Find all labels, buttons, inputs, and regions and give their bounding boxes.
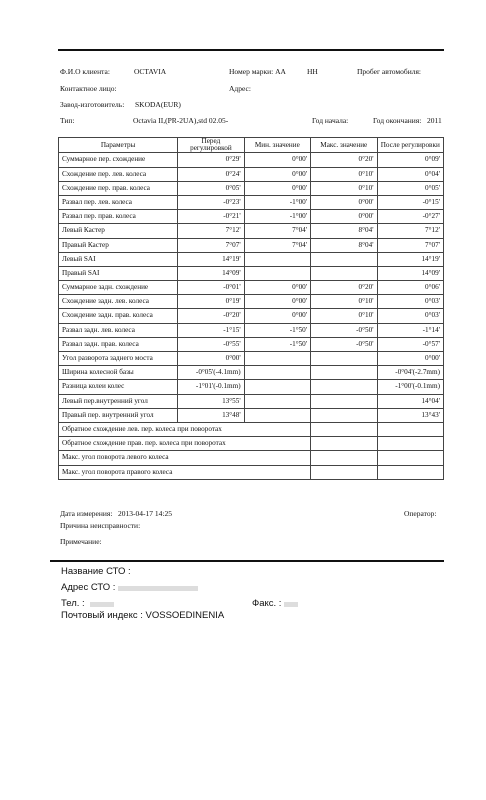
- max-value-cell: -0°50': [311, 323, 377, 337]
- table-row: [59, 394, 444, 408]
- param-name-cell: Схождение задн. лев. колеса: [59, 295, 178, 309]
- param-name-cell: Суммарное пер. схождение: [59, 153, 178, 167]
- after-value-cell: [377, 465, 444, 479]
- year-end-value: 2011: [427, 116, 442, 125]
- param-name-cell: Макс. угол поворота правого колеса: [59, 465, 311, 479]
- phone-label: Тел. :: [61, 598, 85, 609]
- max-value-cell: [311, 437, 377, 451]
- max-value-cell: [311, 394, 377, 408]
- before-value-cell: -0°20': [178, 309, 244, 323]
- max-value-cell: 8°04': [311, 238, 377, 252]
- note-label: Примечание:: [60, 537, 102, 546]
- param-name-cell: Развал пер. лев. колеса: [59, 195, 178, 209]
- param-name-cell: Макс. угол поворота левого колеса: [59, 451, 311, 465]
- table-row: [59, 437, 444, 451]
- col-min: Мин. значение: [244, 138, 310, 153]
- min-value-cell: -1°50': [244, 337, 310, 351]
- max-value-cell: [311, 252, 377, 266]
- before-value-cell: 13°55': [178, 394, 244, 408]
- param-name-cell: Левый Кастер: [59, 224, 178, 238]
- min-value-cell: -1°50': [244, 323, 310, 337]
- table-row: [59, 295, 444, 309]
- max-value-cell: -0°50': [311, 337, 377, 351]
- col-max: Макс. значение: [311, 138, 377, 153]
- manufacturer-label: Завод-изготовитель:: [60, 100, 125, 109]
- after-value-cell: -0°15': [377, 195, 444, 209]
- min-value-cell: 7°04': [244, 224, 310, 238]
- table-row: [59, 323, 444, 337]
- table-header-row: [59, 138, 444, 153]
- alignment-table: [58, 137, 444, 480]
- before-value-cell: -1°15': [178, 323, 244, 337]
- max-value-cell: [311, 408, 377, 422]
- param-name-cell: Правый Кастер: [59, 238, 178, 252]
- min-value-cell: 0°00': [244, 181, 310, 195]
- max-value-cell: 0°10': [311, 295, 377, 309]
- param-name-cell: Правый пер. внутренний угол: [59, 408, 178, 422]
- after-value-cell: 14°09': [377, 266, 444, 280]
- param-name-cell: Разница колеи колес: [59, 380, 178, 394]
- date-value: 2013-04-17 14:25: [118, 509, 172, 518]
- min-value-cell: 7°04': [244, 238, 310, 252]
- before-value-cell: -0°05'(-4.1mm): [178, 366, 244, 380]
- before-value-cell: 7°12': [178, 224, 244, 238]
- param-name-cell: Правый SAI: [59, 266, 178, 280]
- table-row: [59, 153, 444, 167]
- max-value-cell: 0°10': [311, 181, 377, 195]
- max-value-cell: [311, 422, 377, 436]
- table-row: [59, 167, 444, 181]
- table-row: [59, 465, 444, 479]
- bottom-rule: [50, 560, 444, 562]
- param-name-cell: Развал задн. лев. колеса: [59, 323, 178, 337]
- after-value-cell: 14°19': [377, 252, 444, 266]
- table-row: [59, 252, 444, 266]
- min-value-cell: [244, 408, 310, 422]
- param-name-cell: Обратное схождение лев. пер. колеса при поворотах: [59, 422, 311, 436]
- manufacturer-value: SKODA(EUR): [135, 100, 181, 109]
- before-value-cell: -0°23': [178, 195, 244, 209]
- type-label: Тип:: [60, 116, 75, 125]
- min-value-cell: 0°00': [244, 309, 310, 323]
- after-value-cell: 0°00': [377, 352, 444, 366]
- after-value-cell: -1°00'(-0.1mm): [377, 380, 444, 394]
- table-row: [59, 408, 444, 422]
- after-value-cell: 7°07': [377, 238, 444, 252]
- year-end-label: Год окончания:: [373, 116, 422, 125]
- table-row: [59, 181, 444, 195]
- after-value-cell: -0°04'(-2.7mm): [377, 366, 444, 380]
- before-value-cell: 0°05': [178, 181, 244, 195]
- max-value-cell: [311, 465, 377, 479]
- min-value-cell: -1°00': [244, 210, 310, 224]
- top-rule: [58, 49, 444, 51]
- param-name-cell: Развал пер. прав. колеса: [59, 210, 178, 224]
- max-value-cell: 8°04': [311, 224, 377, 238]
- before-value-cell: -0°01': [178, 281, 244, 295]
- min-value-cell: [244, 266, 310, 280]
- max-value-cell: 0°20': [311, 281, 377, 295]
- before-value-cell: 0°24': [178, 167, 244, 181]
- param-name-cell: Схождение пер. лев. колеса: [59, 167, 178, 181]
- min-value-cell: [244, 380, 310, 394]
- max-value-cell: [311, 366, 377, 380]
- table-row: [59, 366, 444, 380]
- sto-address-label: Адрес СТО :: [61, 582, 116, 593]
- before-value-cell: 14°09': [178, 266, 244, 280]
- after-value-cell: 0°05': [377, 181, 444, 195]
- before-value-cell: -0°55': [178, 337, 244, 351]
- client-label: Ф.И.О клиента:: [60, 67, 110, 76]
- date-label: Дата измерения:: [60, 509, 113, 518]
- table-body: [59, 153, 444, 479]
- table-row: [59, 238, 444, 252]
- min-value-cell: 0°00': [244, 295, 310, 309]
- before-value-cell: -0°21': [178, 210, 244, 224]
- min-value-cell: [244, 394, 310, 408]
- before-value-cell: 0°19': [178, 295, 244, 309]
- after-value-cell: -0°57': [377, 337, 444, 351]
- before-value-cell: 13°48': [178, 408, 244, 422]
- before-value-cell: 0°00': [178, 352, 244, 366]
- table-row: [59, 352, 444, 366]
- min-value-cell: [244, 366, 310, 380]
- max-value-cell: 0°10': [311, 309, 377, 323]
- max-value-cell: [311, 380, 377, 394]
- min-value-cell: [244, 352, 310, 366]
- contact-label: Контактное лицо:: [60, 84, 117, 93]
- param-name-cell: Схождение задн. прав. колеса: [59, 309, 178, 323]
- max-value-cell: [311, 451, 377, 465]
- param-name-cell: Левый SAI: [59, 252, 178, 266]
- before-value-cell: 0°29': [178, 153, 244, 167]
- param-name-cell: Угол разворота заднего моста: [59, 352, 178, 366]
- plate-value: НН: [307, 67, 318, 76]
- min-value-cell: 0°00': [244, 167, 310, 181]
- after-value-cell: 0°03': [377, 295, 444, 309]
- operator-label: Оператор:: [404, 509, 437, 518]
- before-value-cell: 7°07': [178, 238, 244, 252]
- param-name-cell: Схождение пер. прав. колеса: [59, 181, 178, 195]
- after-value-cell: 0°09': [377, 153, 444, 167]
- table-row: [59, 210, 444, 224]
- mileage-label: Пробег автомобиля:: [357, 67, 421, 76]
- redacted-phone: [90, 602, 114, 607]
- table-row: [59, 337, 444, 351]
- col-params: Параметры: [59, 138, 178, 153]
- after-value-cell: [377, 422, 444, 436]
- param-name-cell: Обратное схождение прав. пер. колеса при поворотах: [59, 437, 311, 451]
- table-row: [59, 195, 444, 209]
- after-value-cell: 7°12': [377, 224, 444, 238]
- param-name-cell: Развал задн. прав. колеса: [59, 337, 178, 351]
- min-value-cell: -1°00': [244, 195, 310, 209]
- param-name-cell: Ширина колесной базы: [59, 366, 178, 380]
- max-value-cell: 0°00': [311, 210, 377, 224]
- reason-label: Причина неисправности:: [60, 521, 141, 530]
- client-value: OCTAVIA: [134, 67, 167, 76]
- after-value-cell: [377, 437, 444, 451]
- table-row: [59, 422, 444, 436]
- plate-label: Номер марки: АА: [229, 67, 286, 76]
- after-value-cell: 13°43': [377, 408, 444, 422]
- table-row: [59, 266, 444, 280]
- max-value-cell: 0°20': [311, 153, 377, 167]
- fax-label: Факс. :: [252, 598, 282, 609]
- sto-name-label: Название СТО :: [61, 566, 131, 577]
- redacted-address: [118, 586, 198, 591]
- type-value: Octavia II,(PR-2UA),std 02.05-: [133, 116, 229, 125]
- year-start-label: Год начала:: [312, 116, 349, 125]
- after-value-cell: [377, 451, 444, 465]
- postal-label: Почтовый индекс : VOSSOEDINENIA: [61, 610, 225, 621]
- col-after: После регулировки: [377, 138, 444, 153]
- min-value-cell: 0°00': [244, 153, 310, 167]
- max-value-cell: 0°10': [311, 167, 377, 181]
- col-before: Перед регулировкой: [178, 138, 244, 153]
- max-value-cell: 0°00': [311, 195, 377, 209]
- table-row: [59, 451, 444, 465]
- before-value-cell: 14°19': [178, 252, 244, 266]
- after-value-cell: -0°27': [377, 210, 444, 224]
- max-value-cell: [311, 266, 377, 280]
- after-value-cell: -1°14': [377, 323, 444, 337]
- max-value-cell: [311, 352, 377, 366]
- table-row: [59, 224, 444, 238]
- table-row: [59, 281, 444, 295]
- param-name-cell: Суммарное задн. схождение: [59, 281, 178, 295]
- after-value-cell: 0°03': [377, 309, 444, 323]
- min-value-cell: 0°00': [244, 281, 310, 295]
- table-row: [59, 309, 444, 323]
- param-name-cell: Левый пер.внутренний угол: [59, 394, 178, 408]
- address-label: Адрес:: [229, 84, 251, 93]
- redacted-fax: [284, 602, 298, 607]
- after-value-cell: 0°06': [377, 281, 444, 295]
- min-value-cell: [244, 252, 310, 266]
- after-value-cell: 0°04': [377, 167, 444, 181]
- before-value-cell: -1°01'(-0.1mm): [178, 380, 244, 394]
- table-row: [59, 380, 444, 394]
- after-value-cell: 14°04': [377, 394, 444, 408]
